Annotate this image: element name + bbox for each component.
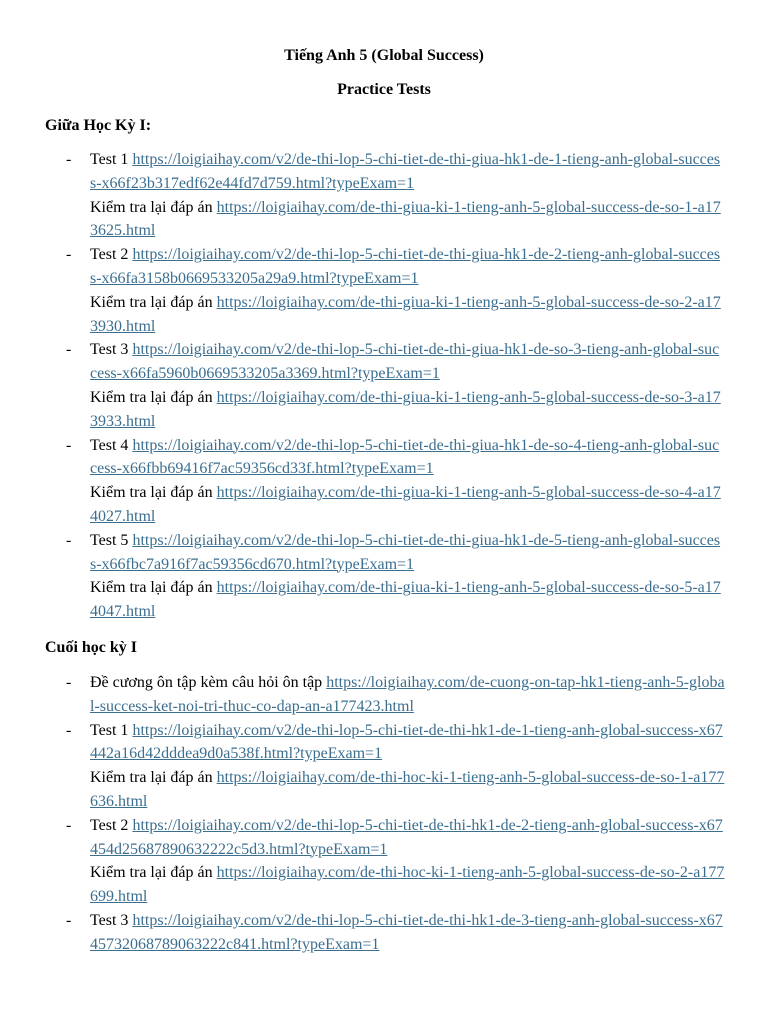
test-link[interactable]: https://loigiaihay.com/v2/de-thi-lop-5-chi-tiet-de-thi-giua-hk1-de-2-tieng-anh-global-success-x66fa3158b0669533205a29a9.html?typeExam=1 [90,246,721,287]
test-label: Test 3 [90,911,129,929]
test-label: Test 1 [90,151,129,168]
answer-link[interactable]: https://loigiaihay.com/de-thi-hoc-ki-1-tieng-anh-5-global-success-de-so-2-a177699.html [90,864,725,906]
test-label: Test 5 [90,531,129,549]
test-link[interactable]: https://loigiaihay.com/v2/de-thi-lop-5-chi-tiet-de-thi-hk1-de-2-tieng-anh-global-success-x67454d25687890632222c5d3.html?typeExam=1 [90,816,723,858]
check-answer-label: Kiểm tra lại đáp án [90,864,213,882]
check-answer-label: Kiểm tra lại đáp án [90,579,213,597]
answer-link[interactable]: https://loigiaihay.com/de-thi-giua-ki-1-tieng-anh-5-global-success-de-so-3-a173933.html [90,388,721,430]
bullet-dash: - [66,436,72,454]
list-item [66,434,726,529]
answer-link[interactable]: https://loigiaihay.com/de-thi-giua-ki-1-tieng-anh-5-global-success-de-so-5-a174047.html [90,579,721,621]
document-subtitle: Practice Tests [337,81,431,98]
test-label: Test 4 [90,436,129,454]
outline-label: Đề cương ôn tập kèm câu hỏi ôn tập [90,674,323,691]
bullet-dash: - [66,151,72,168]
list-item [66,719,726,814]
list-item [66,814,726,909]
check-answer-label: Kiểm tra lại đáp án [90,293,213,311]
answer-link[interactable]: https://loigiaihay.com/de-thi-giua-ki-1-tieng-anh-5-global-success-de-so-1-a173625.html [90,198,721,240]
bullet-dash: - [66,531,72,549]
bullet-dash: - [66,341,72,359]
test-label: Test 2 [90,246,129,264]
bullet-dash: - [66,816,72,834]
answer-link[interactable]: https://loigiaihay.com/de-thi-giua-ki-1-tieng-anh-5-global-success-de-so-4-a174027.html [90,484,721,525]
test-link[interactable]: https://loigiaihay.com/v2/de-thi-lop-5-chi-tiet-de-thi-giua-hk1-de-so-4-tieng-anh-global-success-x66fbb69416f7ac59356cd33f.html?typeExam=1 [90,436,720,478]
bullet-dash: - [66,674,72,691]
list-item [66,529,726,624]
document-title: Tiếng Anh 5 (Global Success) [284,47,484,64]
test-label: Test 3 [90,341,129,359]
test-link[interactable]: https://loigiaihay.com/v2/de-thi-lop-5-chi-tiet-de-thi-hk1-de-1-tieng-anh-global-success-x67442a16d42dddea9d0a538f.html?typeExam=1 [90,721,723,763]
check-answer-label: Kiểm tra lại đáp án [90,388,213,406]
test-link[interactable]: https://loigiaihay.com/v2/de-thi-lop-5-chi-tiet-de-thi-hk1-de-3-tieng-anh-global-success-x6745732068789063222c841.html?typeExam=1 [90,911,723,953]
list-item [66,338,726,433]
check-answer-label: Kiểm tra lại đáp án [90,198,213,216]
answer-link[interactable]: https://loigiaihay.com/de-thi-hoc-ki-1-tieng-anh-5-global-success-de-so-1-a177636.html [90,769,725,810]
test-label: Test 2 [90,816,129,834]
final-test-list [66,671,726,957]
bullet-dash: - [66,721,72,739]
list-item [66,671,726,719]
section-heading-final: Cuối học kỳ I [45,639,138,656]
bullet-dash: - [66,911,72,929]
check-answer-label: Kiểm tra lại đáp án [90,484,213,502]
outline-link[interactable]: https://loigiaihay.com/de-cuong-on-tap-hk1-tieng-anh-5-global-success-ket-noi-tri-thuc-co-dap-an-a177423.html [90,674,725,715]
test-link[interactable]: https://loigiaihay.com/v2/de-thi-lop-5-chi-tiet-de-thi-giua-hk1-de-1-tieng-anh-global-success-x66f23b317edf62e44fd7d759.html?typeExam=1 [90,151,721,192]
test-link[interactable]: https://loigiaihay.com/v2/de-thi-lop-5-chi-tiet-de-thi-giua-hk1-de-so-3-tieng-anh-global-success-x66fa5960b0669533205a3369.html?typeExam=1 [90,341,720,383]
check-answer-label: Kiểm tra lại đáp án [90,769,213,787]
midterm-test-list [66,148,726,624]
list-item [66,909,726,957]
list-item [66,148,726,243]
list-item [66,243,726,338]
section-heading-midterm: Giữa Học Kỳ I: [45,117,152,134]
test-label: Test 1 [90,721,129,739]
bullet-dash: - [66,246,72,264]
answer-link[interactable]: https://loigiaihay.com/de-thi-giua-ki-1-tieng-anh-5-global-success-de-so-2-a173930.html [90,293,721,335]
test-link[interactable]: https://loigiaihay.com/v2/de-thi-lop-5-chi-tiet-de-thi-giua-hk1-de-5-tieng-anh-global-success-x66fbc7a916f7ac59356cd670.html?typeExam=1 [90,531,721,573]
